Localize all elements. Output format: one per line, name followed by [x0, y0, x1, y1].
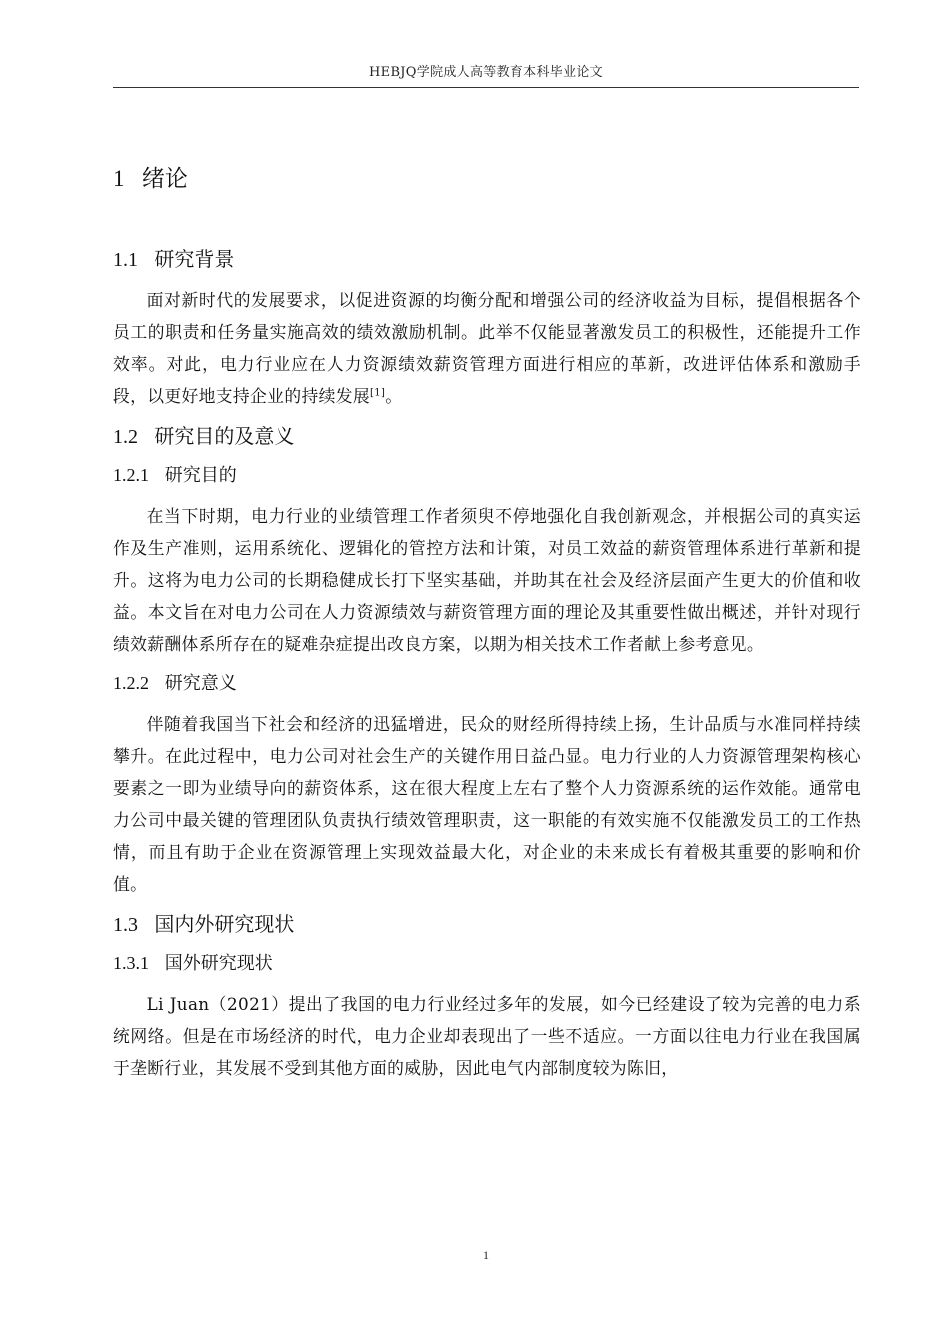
header-rule	[113, 87, 859, 88]
page-body	[113, 150, 861, 1093]
running-header: HEBJQ学院成人高等教育本科毕业论文	[369, 65, 603, 80]
subsection-heading-1-2-1	[113, 461, 861, 490]
paragraph-purpose: 在当下时期，电力行业的业绩管理工作者须臾不停地强化自我创新观念，并根据公司的真实运作及生产准则，运用系统化、逻辑化的管控方法和计策，对员工效益的薪资管理体系进行革新和提升。这将为电力公司的长期稳健成长打下坚实基础，并助其在社会及经济层面产生更大的价值和收益。本文旨在对电力公司在人力资源绩效与薪资管理方面的理论及其重要性做出概述，并针对现行绩效薪酬体系所存在的疑难杂症提出改良方案，以期为相关技术工作者献上参考意见。	[113, 506, 861, 654]
section-number: 1.1	[113, 249, 138, 271]
chapter-number: 1	[113, 166, 125, 191]
subsection-title: 国外研究现状	[164, 953, 273, 974]
paragraph-text-end: 。	[385, 386, 403, 406]
section-title: 国内外研究现状	[154, 912, 295, 936]
section-number: 1.2	[113, 426, 138, 448]
chapter-heading	[113, 163, 861, 195]
subsection-heading-1-2-2	[113, 669, 861, 698]
section-heading-1-1	[113, 244, 861, 275]
subsection-heading-1-3-1	[113, 949, 861, 978]
section-title: 研究背景	[154, 247, 235, 271]
paragraph-text: 面对新时代的发展要求，以促进资源的均衡分配和增强公司的经济收益为目标，提倡根据各个员工的职责和任务量实施高效的绩效激励机制。此举不仅能显著激发员工的积极性，还能提升工作效率。对此，电力行业应在人力资源绩效薪资管理方面进行相应的革新，改进评估体系和激励手段，以更好地支持企业的持续发展	[113, 290, 861, 406]
section-heading-1-2	[113, 421, 861, 452]
subsection-number: 1.2.2	[113, 673, 149, 693]
paragraph-significance: 伴随着我国当下社会和经济的迅猛增进，民众的财经所得持续上扬，生计品质与水准同样持续攀升。在此过程中，电力公司对社会生产的关键作用日益凸显。电力行业的人力资源管理架构核心要素之一即为业绩导向的薪资体系，这在很大程度上左右了整个人力资源系统的运作效能。通常电力公司中最关键的管理团队负责执行绩效管理职责，这一职能的有效实施不仅能激发员工的工作热情，而且有助于企业在资源管理上实现效益最大化，对企业的未来成长有着极其重要的影响和价值。	[113, 714, 861, 894]
page-number: 1	[483, 1248, 489, 1262]
subsection-number: 1.3.1	[113, 953, 149, 973]
section-title: 研究目的及意义	[154, 424, 295, 448]
chapter-title: 绪论	[141, 166, 188, 192]
section-heading-1-3	[113, 909, 861, 940]
citation-ref: [1]	[369, 387, 386, 399]
paragraph-foreign-research: Li Juan（2021）提出了我国的电力行业经过多年的发展，如今已经建设了较为完善的电力系统网络。但是在市场经济的时代，电力企业却表现出了一些不适应。一方面以往电力行业在我国属于垄断行业，其发展不受到其他方面的威胁，因此电气内部制度较为陈旧，	[113, 994, 861, 1078]
paragraph-background	[113, 284, 861, 412]
subsection-title: 研究目的	[164, 465, 237, 486]
subsection-title: 研究意义	[164, 673, 237, 694]
section-number: 1.3	[113, 914, 138, 936]
subsection-number: 1.2.1	[113, 465, 149, 485]
